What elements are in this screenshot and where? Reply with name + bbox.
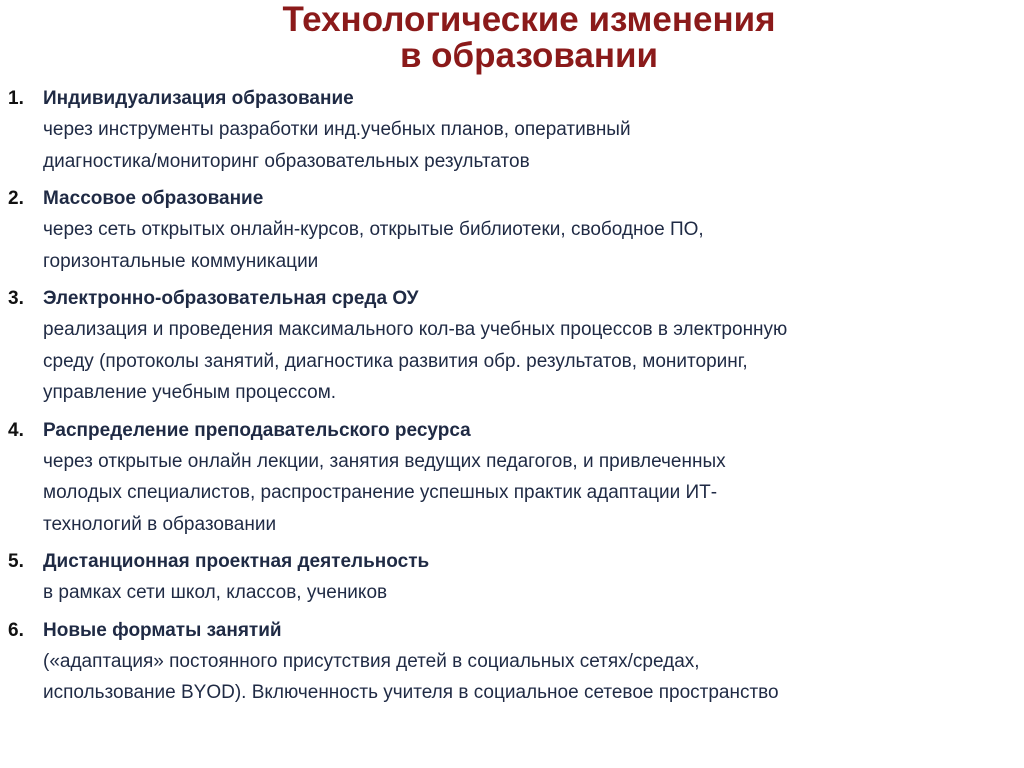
item-heading: Новые форматы занятий <box>43 619 282 641</box>
item-heading: Массовое образование <box>43 188 264 209</box>
item-text: горизонтальные коммуникации <box>43 250 319 272</box>
list-item-2 <box>0 184 1024 277</box>
spacer <box>0 409 1024 416</box>
spacer <box>0 277 1024 284</box>
item-text: через открытые онлайн лекции, занятия ведущих педагогов, и привлеченных <box>43 450 726 472</box>
list-item-6 <box>0 616 1024 709</box>
item-number: 3. <box>8 288 24 309</box>
spacer <box>0 540 1024 547</box>
item-text: («адаптация» постоянного присутствия детей в социальных сетях/средах, <box>43 650 700 672</box>
item-number: 1. <box>8 88 24 109</box>
item-text: реализация и проведения максимального кол-ва учебных процессов в электронную <box>43 319 788 340</box>
slide-title <box>0 2 1024 74</box>
numbered-list <box>0 84 1024 709</box>
item-text: через инструменты разработки инд.учебных планов, оперативный <box>43 119 631 140</box>
list-item-4 <box>0 416 1024 541</box>
item-text: среду (протоколы занятий, диагностика развития обр. результатов, мониторинг, <box>43 350 748 372</box>
item-number: 4. <box>8 419 24 441</box>
spacer <box>0 609 1024 616</box>
item-heading: Электронно-образовательная среда ОУ <box>43 288 419 309</box>
item-text: в рамках сети школ, классов, учеников <box>43 582 388 603</box>
item-heading: Индивидуализация образование <box>43 88 354 109</box>
title-line-2: в образовании <box>399 36 659 75</box>
item-number: 2. <box>8 188 24 209</box>
item-heading: Распределение преподавательского ресурса <box>43 419 471 441</box>
item-text: диагностика/мониторинг образовательных результатов <box>43 150 530 172</box>
item-text: управление учебным процессом. <box>43 382 337 403</box>
item-text: использование BYOD). Включенность учителя в социальное сетевое пространство <box>43 682 779 703</box>
item-number: 5. <box>8 551 24 572</box>
item-text: молодых специалистов, распространение успешных практик адаптации ИТ- <box>43 482 718 503</box>
item-text: технологий в образовании <box>43 513 277 535</box>
spacer <box>0 177 1024 184</box>
item-text: через сеть открытых онлайн-курсов, открытые библиотеки, свободное ПО, <box>43 219 704 240</box>
item-number: 6. <box>8 619 24 641</box>
list-item-3 <box>0 284 1024 409</box>
list-item-1 <box>0 84 1024 177</box>
title-line-1: Технологические изменения <box>282 0 776 39</box>
item-heading: Дистанционная проектная деятельность <box>43 551 430 572</box>
list-item-5 <box>0 547 1024 609</box>
